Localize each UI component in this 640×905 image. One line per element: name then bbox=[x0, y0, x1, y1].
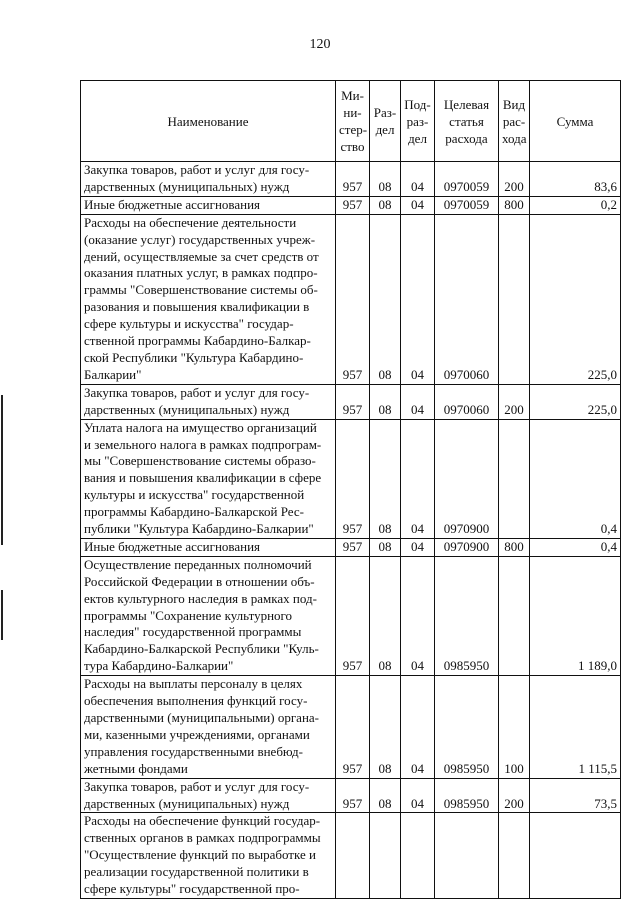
cell-type bbox=[499, 556, 530, 675]
cell-type: 100 bbox=[499, 676, 530, 778]
cell-target: 0985950 bbox=[435, 556, 499, 675]
cell-name: Иные бюджетные ассигнования bbox=[81, 196, 336, 214]
cell-name: Уплата налога на имущество организаций и земельного налога в рамках подпрограм- мы "Совершенствование системы образо- вания и повышения квалификации в сфере культуры и искусства" государственной программы Кабардино-Балкарской Рес- публики "Культура Кабардино-Балкарии" bbox=[81, 419, 336, 538]
scan-margin-mark bbox=[1, 395, 3, 545]
budget-table bbox=[80, 80, 621, 899]
cell-section bbox=[370, 813, 401, 899]
cell-target: 0970900 bbox=[435, 538, 499, 556]
cell-section: 08 bbox=[370, 778, 401, 813]
cell-sum: 225,0 bbox=[530, 214, 621, 384]
cell-sum: 225,0 bbox=[530, 384, 621, 419]
cell-type: 200 bbox=[499, 778, 530, 813]
header-target: Целевая статья расхода bbox=[435, 81, 499, 162]
cell-section: 08 bbox=[370, 384, 401, 419]
cell-type: 200 bbox=[499, 162, 530, 197]
header-subsection: Под- раз- дел bbox=[401, 81, 435, 162]
cell-type: 800 bbox=[499, 196, 530, 214]
cell-ministry: 957 bbox=[336, 384, 370, 419]
cell-subsection: 04 bbox=[401, 419, 435, 538]
cell-name: Иные бюджетные ассигнования bbox=[81, 538, 336, 556]
cell-subsection: 04 bbox=[401, 214, 435, 384]
cell-name: Закупка товаров, работ и услуг для госу- дарственных (муниципальных) нужд bbox=[81, 778, 336, 813]
table-row bbox=[81, 676, 621, 778]
cell-sum: 1 189,0 bbox=[530, 556, 621, 675]
table-row bbox=[81, 778, 621, 813]
cell-section: 08 bbox=[370, 419, 401, 538]
cell-type: 800 bbox=[499, 538, 530, 556]
cell-section: 08 bbox=[370, 538, 401, 556]
cell-section: 08 bbox=[370, 162, 401, 197]
cell-sum: 83,6 bbox=[530, 162, 621, 197]
cell-ministry: 957 bbox=[336, 556, 370, 675]
cell-subsection: 04 bbox=[401, 162, 435, 197]
cell-ministry: 957 bbox=[336, 778, 370, 813]
table-row bbox=[81, 556, 621, 675]
table-row bbox=[81, 419, 621, 538]
cell-ministry: 957 bbox=[336, 676, 370, 778]
cell-subsection: 04 bbox=[401, 538, 435, 556]
table-row bbox=[81, 538, 621, 556]
cell-target: 0970059 bbox=[435, 196, 499, 214]
cell-name: Расходы на выплаты персоналу в целях обеспечения выполнения функций госу- дарственными (муниципальными) органа- ми, казенными учреждениями, органами управления государственными внебюд- жетными фондами bbox=[81, 676, 336, 778]
cell-ministry: 957 bbox=[336, 214, 370, 384]
cell-ministry: 957 bbox=[336, 196, 370, 214]
page-number: 120 bbox=[309, 37, 331, 52]
table-header-row bbox=[81, 81, 621, 162]
cell-section: 08 bbox=[370, 676, 401, 778]
table-row bbox=[81, 384, 621, 419]
cell-sum: 0,4 bbox=[530, 538, 621, 556]
cell-type bbox=[499, 214, 530, 384]
cell-type bbox=[499, 419, 530, 538]
cell-target: 0970060 bbox=[435, 214, 499, 384]
header-type: Вид рас- хода bbox=[499, 81, 530, 162]
cell-ministry: 957 bbox=[336, 419, 370, 538]
cell-ministry: 957 bbox=[336, 538, 370, 556]
cell-type bbox=[499, 813, 530, 899]
cell-name: Расходы на обеспечение деятельности (оказание услуг) государственных учреж- дений, осуществляемые за счет средств от оказания платных услуг, в рамках подпро- граммы "Совершенствование системы об- разования и повышения квалификации в сфере культуры и искусства" государ- ственной программы Кабардино-Балкар- ской Республики "Культура Кабардино- Балкарии" bbox=[81, 214, 336, 384]
header-section: Раз- дел bbox=[370, 81, 401, 162]
cell-name: Осуществление переданных полномочий Российской Федерации в отношении объ- ектов культурного наследия в рамках под- программы "Сохранение культурного наследия" государственной программы Кабардино-Балкарской Республики "Куль- тура Кабардино-Балкарии" bbox=[81, 556, 336, 675]
cell-subsection: 04 bbox=[401, 556, 435, 675]
table-row bbox=[81, 214, 621, 384]
cell-sum: 0,4 bbox=[530, 419, 621, 538]
cell-sum: 0,2 bbox=[530, 196, 621, 214]
cell-subsection bbox=[401, 813, 435, 899]
cell-subsection: 04 bbox=[401, 196, 435, 214]
cell-type: 200 bbox=[499, 384, 530, 419]
table-row bbox=[81, 813, 621, 899]
cell-subsection: 04 bbox=[401, 676, 435, 778]
cell-name: Расходы на обеспечение функций государ- ственных органов в рамках подпрограммы "Осуществление функций по выработке и реализации государственной политики в сфере культуры" государственной про- bbox=[81, 813, 336, 899]
cell-section: 08 bbox=[370, 556, 401, 675]
table-row bbox=[81, 162, 621, 197]
cell-target: 0985950 bbox=[435, 676, 499, 778]
cell-ministry: 957 bbox=[336, 162, 370, 197]
cell-target: 0970900 bbox=[435, 419, 499, 538]
cell-sum bbox=[530, 813, 621, 899]
header-ministry: Ми- ни- стер- ство bbox=[336, 81, 370, 162]
cell-target: 0970060 bbox=[435, 384, 499, 419]
cell-name: Закупка товаров, работ и услуг для госу- дарственных (муниципальных) нужд bbox=[81, 162, 336, 197]
cell-ministry bbox=[336, 813, 370, 899]
cell-sum: 1 115,5 bbox=[530, 676, 621, 778]
header-sum: Сумма bbox=[530, 81, 621, 162]
cell-name: Закупка товаров, работ и услуг для госу- дарственных (муниципальных) нужд bbox=[81, 384, 336, 419]
header-name: Наименование bbox=[81, 81, 336, 162]
scan-margin-mark bbox=[1, 590, 3, 640]
cell-target bbox=[435, 813, 499, 899]
cell-section: 08 bbox=[370, 196, 401, 214]
table-row bbox=[81, 196, 621, 214]
cell-subsection: 04 bbox=[401, 778, 435, 813]
cell-target: 0985950 bbox=[435, 778, 499, 813]
cell-target: 0970059 bbox=[435, 162, 499, 197]
cell-sum: 73,5 bbox=[530, 778, 621, 813]
cell-subsection: 04 bbox=[401, 384, 435, 419]
cell-section: 08 bbox=[370, 214, 401, 384]
